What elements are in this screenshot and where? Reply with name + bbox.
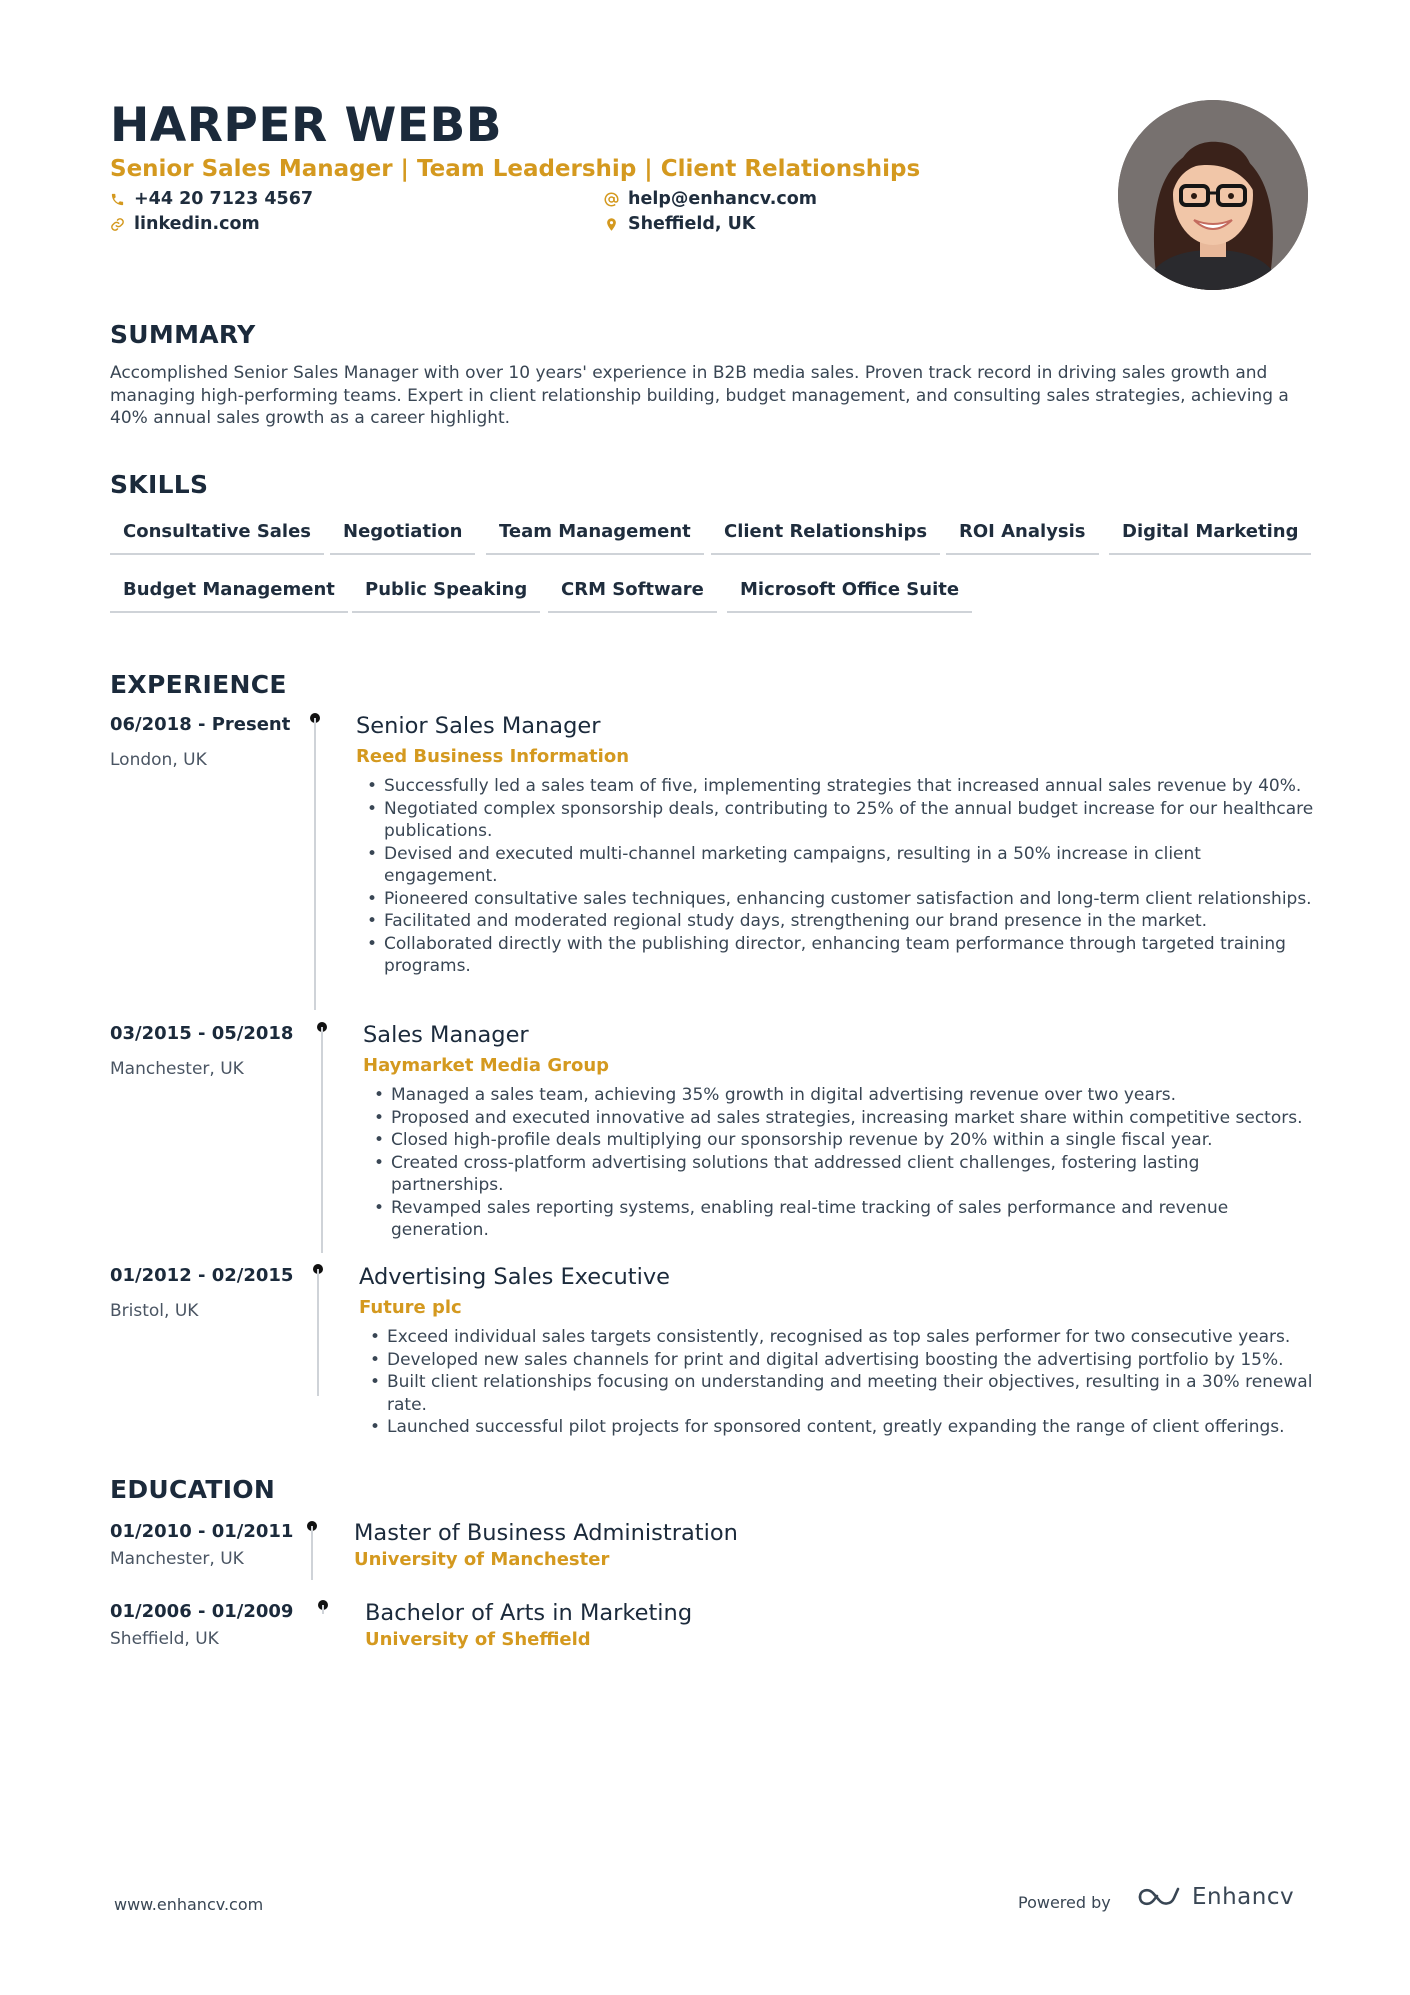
job-dates: 01/2012 - 02/2015 — [110, 1265, 294, 1286]
job-title: Sales Manager — [363, 1022, 529, 1048]
skill-tag: Team Management — [486, 515, 704, 555]
school-name: University of Sheffield — [365, 1629, 591, 1650]
candidate-name: HARPER WEBB — [110, 98, 503, 153]
enhancv-logo[interactable] — [1136, 1884, 1294, 1910]
skill-tag: Consultative Sales — [110, 515, 324, 555]
job-location: London, UK — [110, 750, 207, 770]
contact-email[interactable] — [604, 189, 817, 209]
education-dates: 01/2010 - 01/2011 — [110, 1521, 294, 1542]
skill-tag: Digital Marketing — [1109, 515, 1311, 555]
job-title: Advertising Sales Executive — [359, 1264, 671, 1290]
job-location: Manchester, UK — [110, 1059, 244, 1079]
bullet-item: • Collaborated directly with the publishing director, enhancing team performance through targeted training programs. — [364, 933, 1314, 978]
enhancv-logo-icon — [1136, 1884, 1182, 1910]
location-pin-icon — [604, 217, 619, 232]
at-sign-icon — [604, 192, 619, 207]
timeline-line — [311, 1526, 313, 1580]
summary-text: Accomplished Senior Sales Manager with over 10 years' experience in B2B media sales. Proven track record in driving sales growth and managing high-performing teams. Expert in client relationship building, budget management, and consulting sales strategies, achieving a 40% annual sales growth as a career highlight. — [110, 363, 1289, 428]
education-location: Manchester, UK — [110, 1549, 244, 1569]
phone-text: +44 20 7123 4567 — [134, 189, 314, 209]
degree-title: Master of Business Administration — [354, 1520, 738, 1546]
timeline-line — [317, 1269, 319, 1396]
education-location: Sheffield, UK — [110, 1629, 219, 1649]
profile-photo — [1118, 100, 1308, 290]
bullet-item: • Created cross-platform advertising solutions that addressed client challenges, fostering lasting partnerships. — [371, 1152, 1311, 1197]
bullet-item: • Negotiated complex sponsorship deals, contributing to 25% of the annual budget increase for our healthcare publications. — [364, 798, 1314, 843]
job-dates: 06/2018 - Present — [110, 714, 291, 735]
bullet-item: • Successfully led a sales team of five, implementing strategies that increased annual sales revenue by 40%. — [364, 775, 1314, 798]
company-name: Reed Business Information — [356, 746, 630, 767]
location-text: Sheffield, UK — [628, 214, 756, 234]
bullet-item: • Built client relationships focusing on understanding and meeting their objectives, resulting in a 30% renewal rate. — [367, 1371, 1317, 1416]
candidate-headline: Senior Sales Manager | Team Leadership | Client Relationships — [110, 156, 921, 182]
skill-tag: Client Relationships — [711, 515, 940, 555]
bullet-item: • Proposed and executed innovative ad sales strategies, increasing market share within competitive sectors. — [371, 1107, 1311, 1130]
degree-title: Bachelor of Arts in Marketing — [365, 1600, 693, 1626]
experience-title: EXPERIENCE — [110, 670, 287, 699]
bullet-item: • Exceed individual sales targets consistently, recognised as top sales performer for two consecutive years. — [367, 1326, 1317, 1349]
footer-powered-by: Powered by — [1018, 1893, 1111, 1912]
contact-linkedin[interactable] — [110, 214, 260, 234]
enhancv-logo-text: Enhancv — [1192, 1884, 1295, 1910]
bullet-item: • Facilitated and moderated regional study days, strengthening our brand presence in the market. — [364, 910, 1314, 933]
education-title: EDUCATION — [110, 1475, 276, 1504]
contact-location — [604, 214, 755, 234]
skill-tag: Negotiation — [330, 515, 475, 555]
job-bullets — [367, 1326, 1317, 1439]
job-location: Bristol, UK — [110, 1301, 199, 1321]
bullet-item: • Managed a sales team, achieving 35% growth in digital advertising revenue over two years. — [371, 1084, 1311, 1107]
linkedin-text: linkedin.com — [134, 214, 260, 234]
job-bullets — [371, 1084, 1311, 1242]
job-title: Senior Sales Manager — [356, 713, 601, 739]
company-name: Haymarket Media Group — [363, 1055, 610, 1076]
company-name: Future plc — [359, 1297, 462, 1318]
phone-icon — [110, 192, 125, 207]
skill-tag: Microsoft Office Suite — [727, 573, 972, 613]
bullet-item: • Pioneered consultative sales techniques, enhancing customer satisfaction and long-term client relationships. — [364, 888, 1314, 911]
timeline-line — [321, 1027, 323, 1253]
skills-title: SKILLS — [110, 470, 209, 499]
job-bullets — [364, 775, 1314, 978]
bullet-item: • Revamped sales reporting systems, enabling real-time tracking of sales performance and revenue generation. — [371, 1197, 1311, 1242]
bullet-item: • Launched successful pilot projects for sponsored content, greatly expanding the range of client offerings. — [367, 1416, 1317, 1439]
skill-tag: CRM Software — [548, 573, 717, 613]
link-icon — [110, 217, 125, 232]
skill-tag: ROI Analysis — [946, 515, 1099, 555]
timeline-line — [322, 1605, 324, 1614]
timeline-line — [314, 718, 316, 1010]
school-name: University of Manchester — [354, 1549, 610, 1570]
job-dates: 03/2015 - 05/2018 — [110, 1023, 294, 1044]
bullet-item: • Developed new sales channels for print and digital advertising boosting the advertising portfolio by 15%. — [367, 1349, 1317, 1372]
footer-website[interactable]: www.enhancv.com — [114, 1895, 264, 1914]
education-dates: 01/2006 - 01/2009 — [110, 1601, 294, 1622]
summary-title: SUMMARY — [110, 320, 256, 349]
bullet-item: • Closed high-profile deals multiplying our sponsorship revenue by 20% within a single fiscal year. — [371, 1129, 1311, 1152]
skill-tag: Budget Management — [110, 573, 348, 613]
contact-phone — [110, 189, 313, 209]
bullet-item: • Devised and executed multi-channel marketing campaigns, resulting in a 50% increase in client engagement. — [364, 843, 1314, 888]
email-text: help@enhancv.com — [628, 189, 818, 209]
skill-tag: Public Speaking — [352, 573, 540, 613]
